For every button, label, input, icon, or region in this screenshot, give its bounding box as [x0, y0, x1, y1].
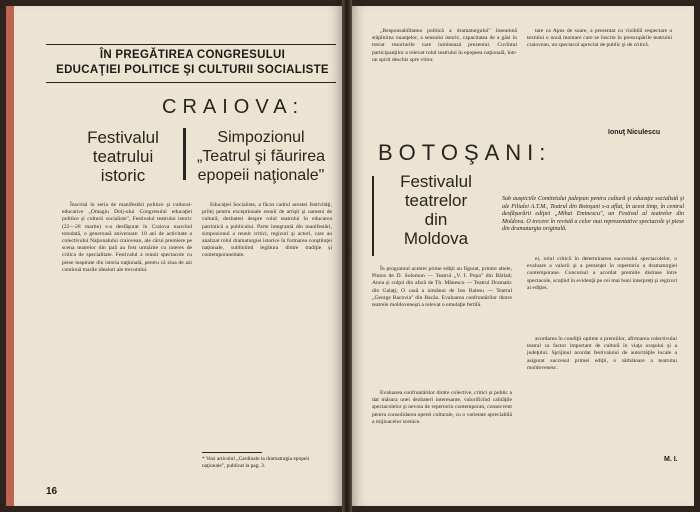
- moldova-title-line: Moldova: [403, 229, 469, 248]
- article-column-2: [202, 202, 332, 432]
- right-page: [352, 6, 694, 506]
- article-intro: Sub auspiciile Comitetului judeţean pentru cultură şi educaţie socialistă şi ale Filialei A.T.M., Teatrul din Botoşani s-a aflat, în acest timp, în centrul desfăşurării ediţiei „Mihai Eminescu", un Festival al teatrelor din Moldova. O trecere în revistă a celor mai reprezentative spectacole şi piese din dramaturgia originală.: [502, 196, 684, 233]
- kicker-line-2: EDUCAŢIEI POLITICE ŞI CULTURII SOCIALISTE: [56, 64, 329, 76]
- symposium-title-line: Simpozionul: [217, 129, 305, 146]
- festival-title-line: teatrului: [92, 147, 154, 166]
- continued-column-1: [372, 28, 517, 138]
- kicker-line-1: ÎN PREGĂTIREA CONGRESULUI: [99, 49, 286, 61]
- page-number: 16: [46, 486, 58, 497]
- paragraph: Evaluarea confruntărilor dintre colective, critici şi public a dat măsura unei dezbateri interesante, valorificînd calităţile spectacolelor şi nevoia de repertoriu contemporan, consecvent pentru consolidarea operei culturale, cu o varietate apreciabilă a mijloacelor scenice.: [372, 390, 512, 425]
- continued-column-2: [527, 28, 672, 118]
- article-column-1b: [372, 390, 512, 490]
- margin-stripe: [6, 6, 14, 506]
- book-gutter: [342, 0, 352, 512]
- moldova-title-line: Festivalul: [400, 172, 472, 191]
- moldova-title-line: teatrelor: [404, 191, 468, 210]
- kicker-top-rule: [46, 44, 336, 45]
- author-byline: Ionuţ Niculescu: [608, 129, 661, 136]
- symposium-title: [182, 128, 340, 185]
- symposium-title-line: „Teatrul şi făurirea: [196, 148, 326, 165]
- festival-moldova-title: [376, 172, 496, 248]
- footnote-rule: [202, 452, 262, 453]
- festival-title-line: Festivalul: [87, 128, 159, 147]
- paragraph: ei, rolul criticii în determinarea succesului spectacolelor, o evaluare a valorii şi a prezenţei în repertoriu a dramaturgiei contemporane. Concursul a acordat premiile distinse între spectacole, scoţînd în evidenţă pe cei mai buni interpreţi şi regizori ai ediţiei.: [527, 256, 677, 291]
- moldova-title-line: din: [424, 210, 448, 229]
- paragraph: Înscrisă în seria de manifestări politice şi cultural-educative „Omagiu Dolj-ului Congresului educaţiei politice şi culturii socialiste", Festivalul teatrului istoric (22—28 martie) s-a desfăşurat în Craiova marcînd totodată, o generoasă aniversare: 10 ani de activitate a colectivului Naţionalului craiovean, ale cărui premiere pe scena teatrelor din ţară au fost urmărite cu interes de critica de specialitate. Festivalul a reunit spectacole cu piese inspirate din istoria naţională, pentru că ziua de azi continuă marile idealuri ale trecutului.: [62, 202, 192, 273]
- paragraph: Educaţiei Socialiste, a făcut cadrul acestei festivităţi, prilej pentru exceptionale reunii de artişti şi oameni de cultură, dezbateri despre rolul teatrului în educarea patriotică a publicului. Parte integrantă din manifestări, simpozionul a reunit critici, regizori şi actori, care au analizat rolul dramaturgiei istorice în formarea conştiinţei naţionale, subliniind legătura dintre tradiţie şi contemporaneitate.: [202, 202, 332, 259]
- city-heading-botosani: BOTOŞANI:: [378, 140, 552, 165]
- festival-title-line: istoric: [100, 166, 146, 185]
- paragraph: „Responsabilitatea politică a dramaturgului" înseamnă stăpînirea nuanţelor, a sensului istoric, capacitatea de a găsi în trecut resorturile care luminează prezentul. Cuvîntul participanţilor a relevat rolul teatrului în epopeea naţională, într-un spirit deschis spre viitor.: [372, 28, 517, 63]
- kicker-heading: [50, 48, 335, 78]
- paragraph: acordarea în condiţii optime a premiilor, afirmarea colectivului teatral ca factor important de cultură în viaţa oraşului şi a judeţului. Sprijinul acordat festivalului de autorităţile locale a asigurat succesul primei ediţii, o sărbătoare a teatrului moldovenesc.: [527, 336, 677, 371]
- article-signature: M. I.: [664, 456, 678, 463]
- paragraph: În programul acestei prime ediţii au figurat, printre altele, Plutos de D. Solomon — Teatrul „V. I. Popa" din Bârlad; Anna şi colţul din afară de Th. Mănescu — Teatrul Dramatic din Galaţi; O casă a nimănui de Ion Baiesu — Teatrul „George Bacovia" din Bacău. Evaluarea confruntărilor dintre teatrele moldoveneşti a relevat o emulaţie fertilă.: [372, 266, 512, 309]
- footnote: * Vezi articolul „Cardinale la dramaturgia epopeii naţionale", publicat la pag. 3.: [202, 456, 310, 469]
- festival-title: [68, 128, 178, 185]
- paragraph: tare ca Apus de soare, a prezentat cu vizibilă respectare a textului o nouă montare care se înscrie în preocupările teatrului craiovean, un spectacol apreciat de public şi de critică.: [527, 28, 672, 49]
- symposium-title-line: epopeii naţionale": [197, 167, 325, 184]
- article-column-1: [62, 202, 192, 472]
- kicker-bottom-rule: [46, 82, 336, 83]
- left-page: [6, 6, 342, 506]
- title-left-bar: [372, 176, 374, 256]
- city-heading-craiova: CRAIOVA:: [162, 96, 305, 118]
- article-column-2b: [527, 336, 677, 436]
